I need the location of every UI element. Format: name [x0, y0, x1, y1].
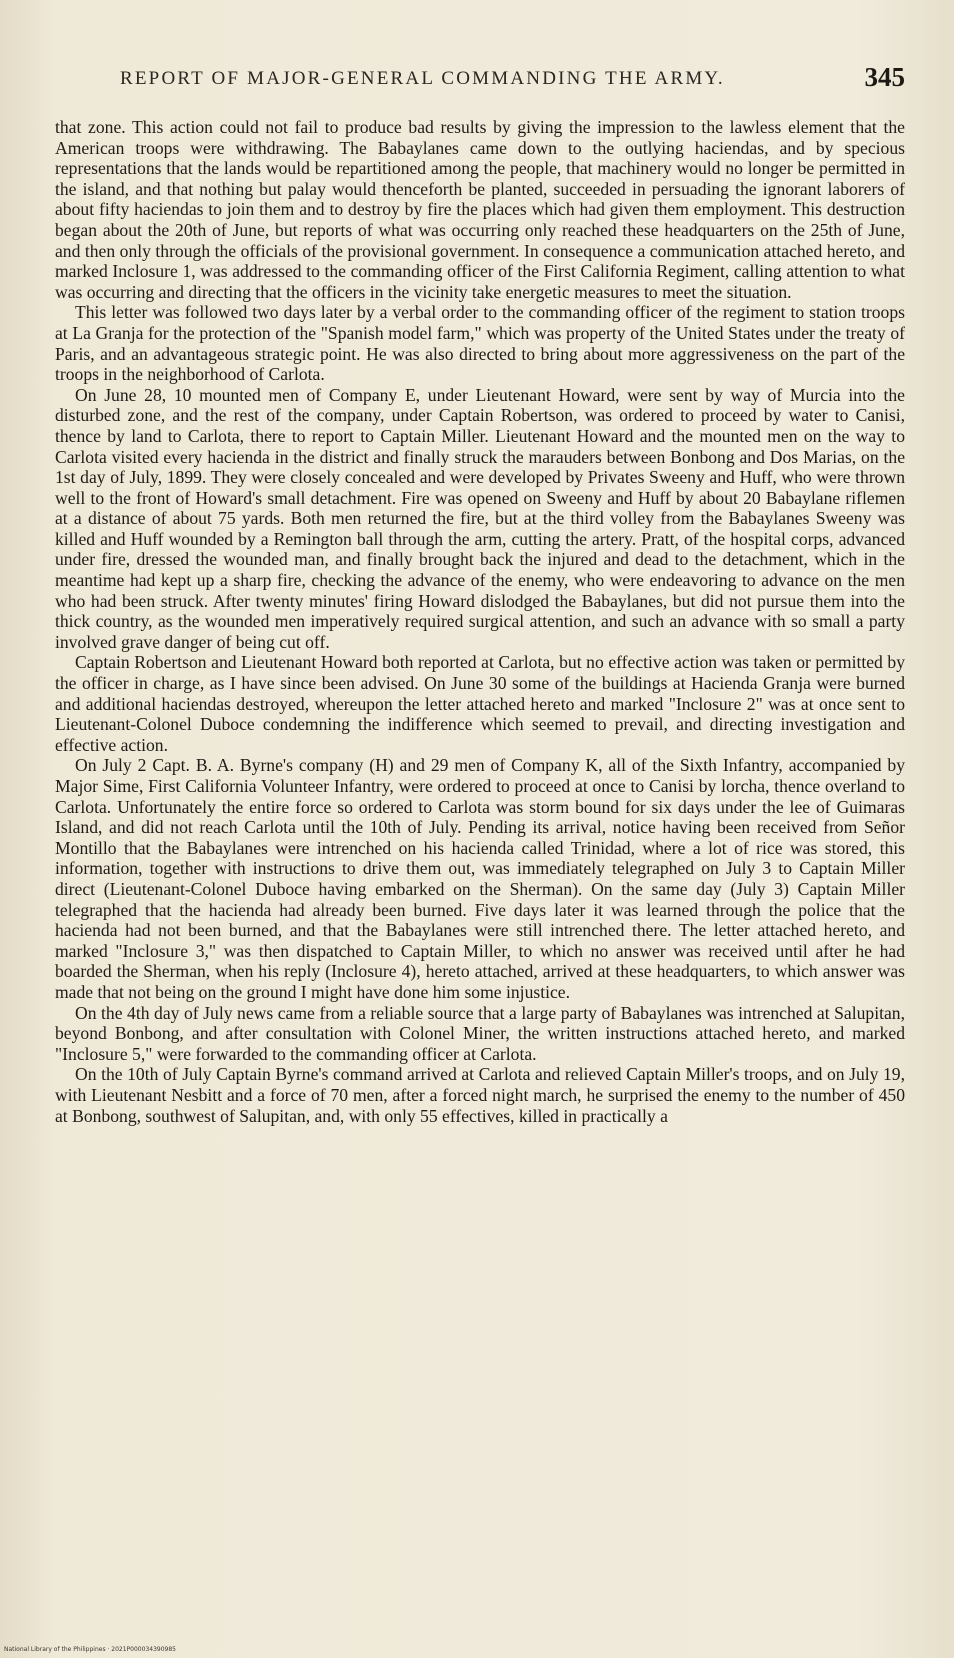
report-body	[55, 117, 905, 1126]
page-number: 345	[864, 62, 905, 92]
paragraph: On June 28, 10 mounted men of Company E, under Lieutenant Howard, were sent by way of Murcia into the disturbed zone, and the rest of the company, under Captain Robertson, was ordered to proceed by water to Canisi, thence by land to Carlota, there to report to Captain Miller. Lieutenant Howard and the mounted men on the way to Carlota visited every hacienda in the district and finally struck the marauders between Bonbong and Dos Marias, on the 1st day of July, 1899. They were closely concealed and were developed by Privates Sweeny and Huff, who were thrown well to the front of Howard's small detachment. Fire was opened on Sweeny and Huff by about 20 Babaylane riflemen at a distance of about 75 yards. Both men returned the fire, but at the third volley from the Babaylanes Sweeny was killed and Huff wounded by a Remington ball through the arm, cutting the artery. Pratt, of the hospital corps, advanced under fire, dressed the wounded man, and finally brought back the injured and dead to the detachment, which in the meantime had kept up a sharp fire, checking the advance of the enemy, who were endeavoring to advance on the men who had been struck. After twenty minutes' firing Howard dislodged the Babaylanes, but did not pursue them into the thick country, as the wounded men imperatively required surgical attention, and such an advance with so small a party involved grave danger of being cut off.	[55, 384, 905, 652]
paragraph: that zone. This action could not fail to produce bad results by giving the impression to the lawless element that the American troops were withdrawing. The Babaylanes came down to the outlying haciendas, and by specious representations that the lands would be repartitioned among the people, that machinery would no longer be permitted in the island, and that nothing but palay would thenceforth be planted, succeeded in persuading the ignorant laborers of about fifty haciendas to join them and to destroy by fire the places which had given them employment. This destruction began about the 20th of June, but reports of what was occurring only reached these headquarters on the 25th of June, and then only through the officials of the provisional government. In consequence a communication attached hereto, and marked Inclosure 1, was addressed to the commanding officer of the First California Regiment, calling attention to what was occurring and directing that the officers in the vicinity take energetic measures to meet the situation.	[55, 117, 905, 302]
paragraph: On the 4th day of July news came from a reliable source that a large party of Babaylanes was intrenched at Salupitan, beyond Bonbong, and after consultation with Colonel Miner, the written instructions attached hereto, and marked "Inclosure 5," were forwarded to the commanding officer at Carlota.	[55, 1002, 905, 1064]
page-header	[120, 62, 905, 92]
paragraph: On the 10th of July Captain Byrne's command arrived at Carlota and relieved Captain Miller's troops, and on July 19, with Lieutenant Nesbitt and a force of 70 men, after a forced night march, he surprised the enemy to the number of 450 at Bonbong, southwest of Salupitan, and, with only 55 effectives, killed in practically a	[55, 1064, 905, 1126]
paragraph: Captain Robertson and Lieutenant Howard both reported at Carlota, but no effective action was taken or permitted by the officer in charge, as I have since been advised. On June 30 some of the buildings at Hacienda Granja were burned and additional haciendas destroyed, whereupon the letter attached hereto and marked "Inclosure 2" was at once sent to Lieutenant-Colonel Duboce condemning the indifference which seemed to prevail, and directing investigation and effective action.	[55, 652, 905, 755]
paragraph: This letter was followed two days later by a verbal order to the commanding officer of the regiment to station troops at La Granja for the protection of the "Spanish model farm," which was property of the United States under the treaty of Paris, and an advantageous strategic point. He was also directed to bring about more aggressiveness on the part of the troops in the neighborhood of Carlota.	[55, 302, 905, 385]
paragraph: On July 2 Capt. B. A. Byrne's company (H) and 29 men of Company K, all of the Sixth Infantry, accompanied by Major Sime, First California Volunteer Infantry, were ordered to proceed at once to Canisi by lorcha, thence overland to Carlota. Unfortunately the entire force so ordered to Carlota was storm bound for six days under the lee of Guimaras Island, and did not reach Carlota until the 10th of July. Pending its arrival, notice having been received from Señor Montillo that the Babaylanes were intrenched on his hacienda called Trinidad, where a lot of rice was stored, this information, together with instructions to drive them out, was immediately telegraphed on July 3 to Captain Miller direct (Lieutenant-Colonel Duboce having embarked on the Sherman). On the same day (July 3) Captain Miller telegraphed that the hacienda had already been burned. Five days later it was learned through the police that the hacienda had not been burned, and that the Babaylanes were still intrenched there. The letter attached hereto, and marked "Inclosure 3," was then dispatched to Captain Miller, to which no answer was received until after he had boarded the Sherman, when his reply (Inclosure 4), hereto attached, arrived at these headquarters, to which answer was made that not being on the ground I might have done him some injustice.	[55, 755, 905, 1002]
scan-footer: National Library of the Philippines · 2021P000034390985	[4, 1646, 176, 1653]
running-head: REPORT OF MAJOR-GENERAL COMMANDING THE ARMY.	[120, 68, 725, 89]
